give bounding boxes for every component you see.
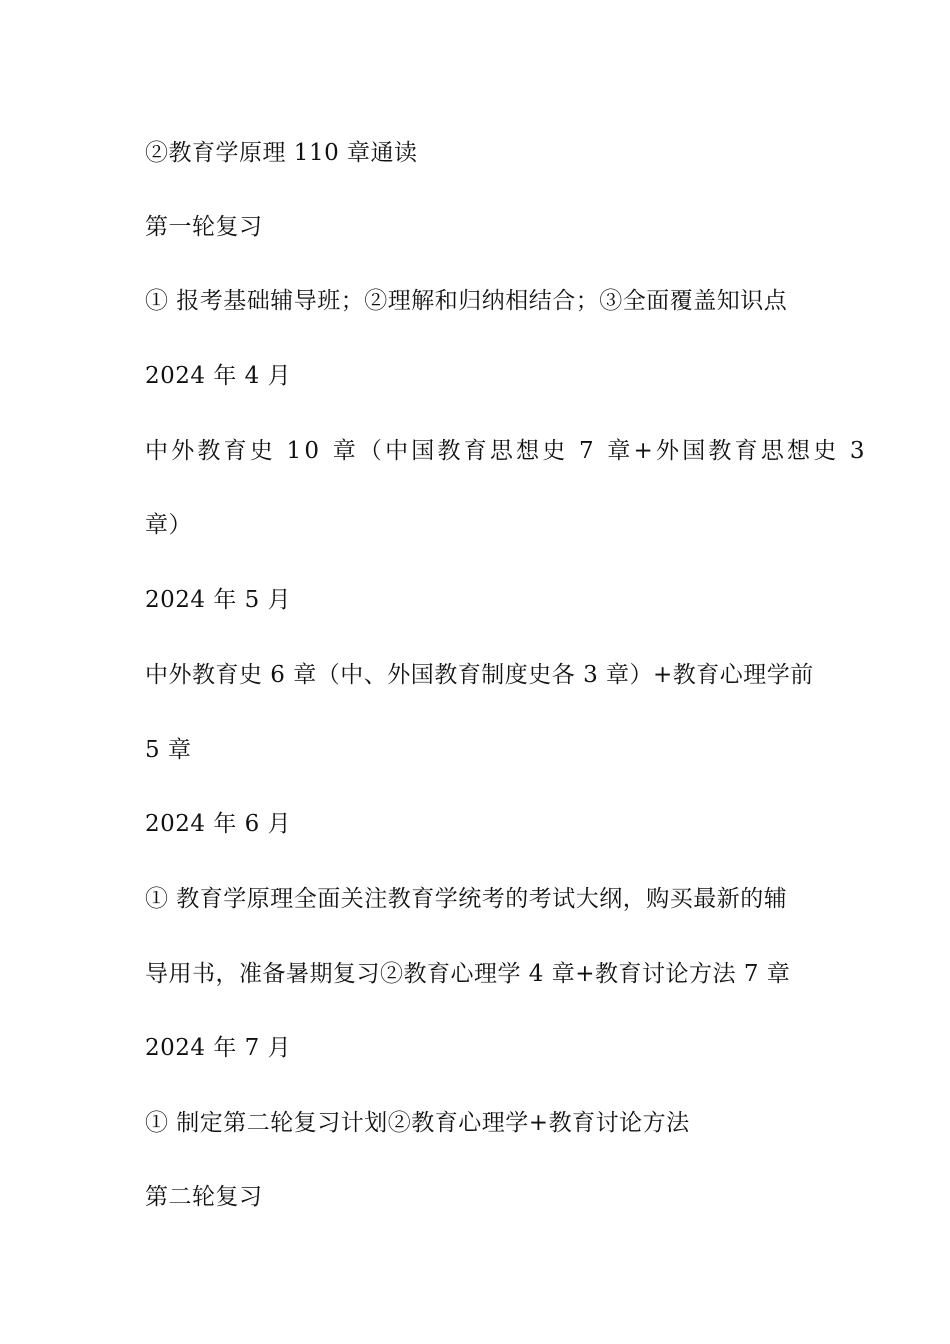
text-line: ① 报考基础辅导班；②理解和归纳相结合；③全面覆盖知识点 bbox=[145, 288, 788, 314]
text-line: 中外教育史 10 章（中国教育思想史 7 章+外国教育思想史 3 bbox=[145, 438, 868, 464]
text-line: 章） bbox=[145, 512, 192, 538]
text-line: ②教育学原理 110 章通读 bbox=[145, 140, 418, 166]
date-heading: 2024 年 5 月 bbox=[145, 587, 292, 613]
text-line: ① 教育学原理全面关注教育学统考的考试大纲，购买最新的辅 bbox=[145, 886, 788, 912]
text-line: 导用书，准备暑期复习②教育心理学 4 章+教育讨论方法 7 章 bbox=[145, 961, 791, 987]
date-heading: 2024 年 7 月 bbox=[145, 1035, 292, 1061]
date-heading: 2024 年 4 月 bbox=[145, 363, 292, 389]
text-line: ① 制定第二轮复习计划②教育心理学+教育讨论方法 bbox=[145, 1110, 690, 1136]
text-line: 中外教育史 6 章（中、外国教育制度史各 3 章）+教育心理学前 bbox=[145, 662, 814, 688]
section-heading: 第一轮复习 bbox=[145, 214, 263, 240]
section-heading: 第二轮复习 bbox=[145, 1184, 263, 1210]
date-heading: 2024 年 6 月 bbox=[145, 811, 292, 837]
text-line: 5 章 bbox=[145, 737, 192, 763]
